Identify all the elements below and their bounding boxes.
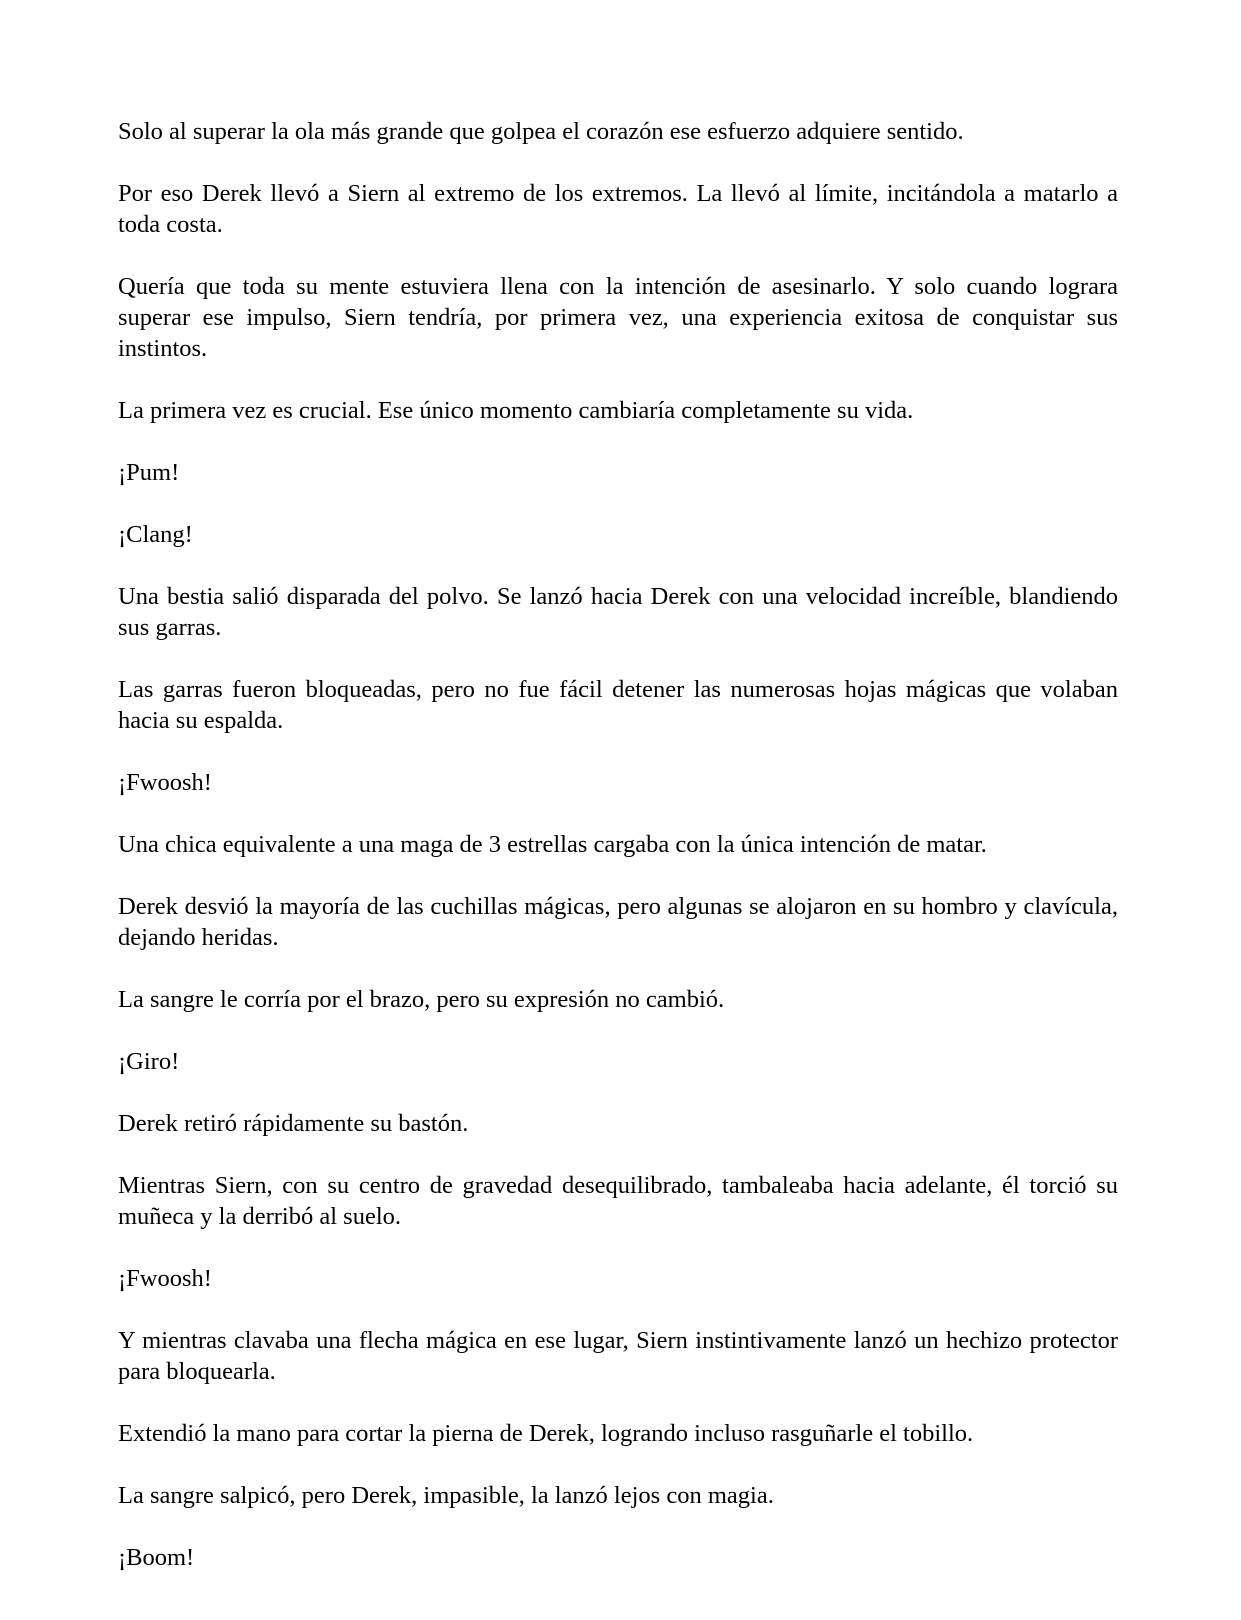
document-body: [118, 116, 1118, 1604]
paragraph: La primera vez es crucial. Ese único momento cambiaría completamente su vida.: [118, 397, 914, 424]
paragraph: Solo al superar la ola más grande que golpea el corazón ese esfuerzo adquiere sentido.: [118, 118, 964, 145]
paragraph: Derek retiró rápidamente su bastón.: [118, 1110, 469, 1137]
sound-effect: ¡Fwoosh!: [118, 769, 212, 796]
sound-effect: ¡Fwoosh!: [118, 1265, 212, 1292]
paragraph: Las garras fueron bloqueadas, pero no fue fácil detener las numerosas hojas mágicas que volaban hacia su espalda.: [118, 676, 1118, 734]
paragraph: La sangre salpicó, pero Derek, impasible, la lanzó lejos con magia.: [118, 1482, 774, 1509]
paragraph: Extendió la mano para cortar la pierna de Derek, logrando incluso rasguñarle el tobillo.: [118, 1420, 974, 1447]
paragraph: Quería que toda su mente estuviera llena con la intención de asesinarlo. Y solo cuando lograra superar ese impulso, Siern tendría, por primera vez, una experiencia exitosa de conquistar sus instintos.: [118, 273, 1118, 362]
sound-effect: ¡Boom!: [118, 1544, 195, 1571]
paragraph: La sangre le corría por el brazo, pero su expresión no cambió.: [118, 986, 725, 1013]
paragraph: Y mientras clavaba una flecha mágica en ese lugar, Siern instintivamente lanzó un hechizo protector para bloquearla.: [118, 1327, 1118, 1385]
paragraph: Mientras Siern, con su centro de gravedad desequilibrado, tambaleaba hacia adelante, él torció su muñeca y la derribó al suelo.: [118, 1172, 1118, 1230]
sound-effect: ¡Clang!: [118, 521, 193, 548]
paragraph: Una bestia salió disparada del polvo. Se lanzó hacia Derek con una velocidad increíble, blandiendo sus garras.: [118, 583, 1118, 641]
paragraph: Una chica equivalente a una maga de 3 estrellas cargaba con la única intención de matar.: [118, 831, 987, 858]
paragraph: Por eso Derek llevó a Siern al extremo de los extremos. La llevó al límite, incitándola a matarlo a toda costa.: [118, 180, 1118, 238]
sound-effect: ¡Giro!: [118, 1048, 180, 1075]
sound-effect: ¡Pum!: [118, 459, 180, 486]
paragraph: Derek desvió la mayoría de las cuchillas mágicas, pero algunas se alojaron en su hombro y clavícula, dejando heridas.: [118, 893, 1118, 951]
